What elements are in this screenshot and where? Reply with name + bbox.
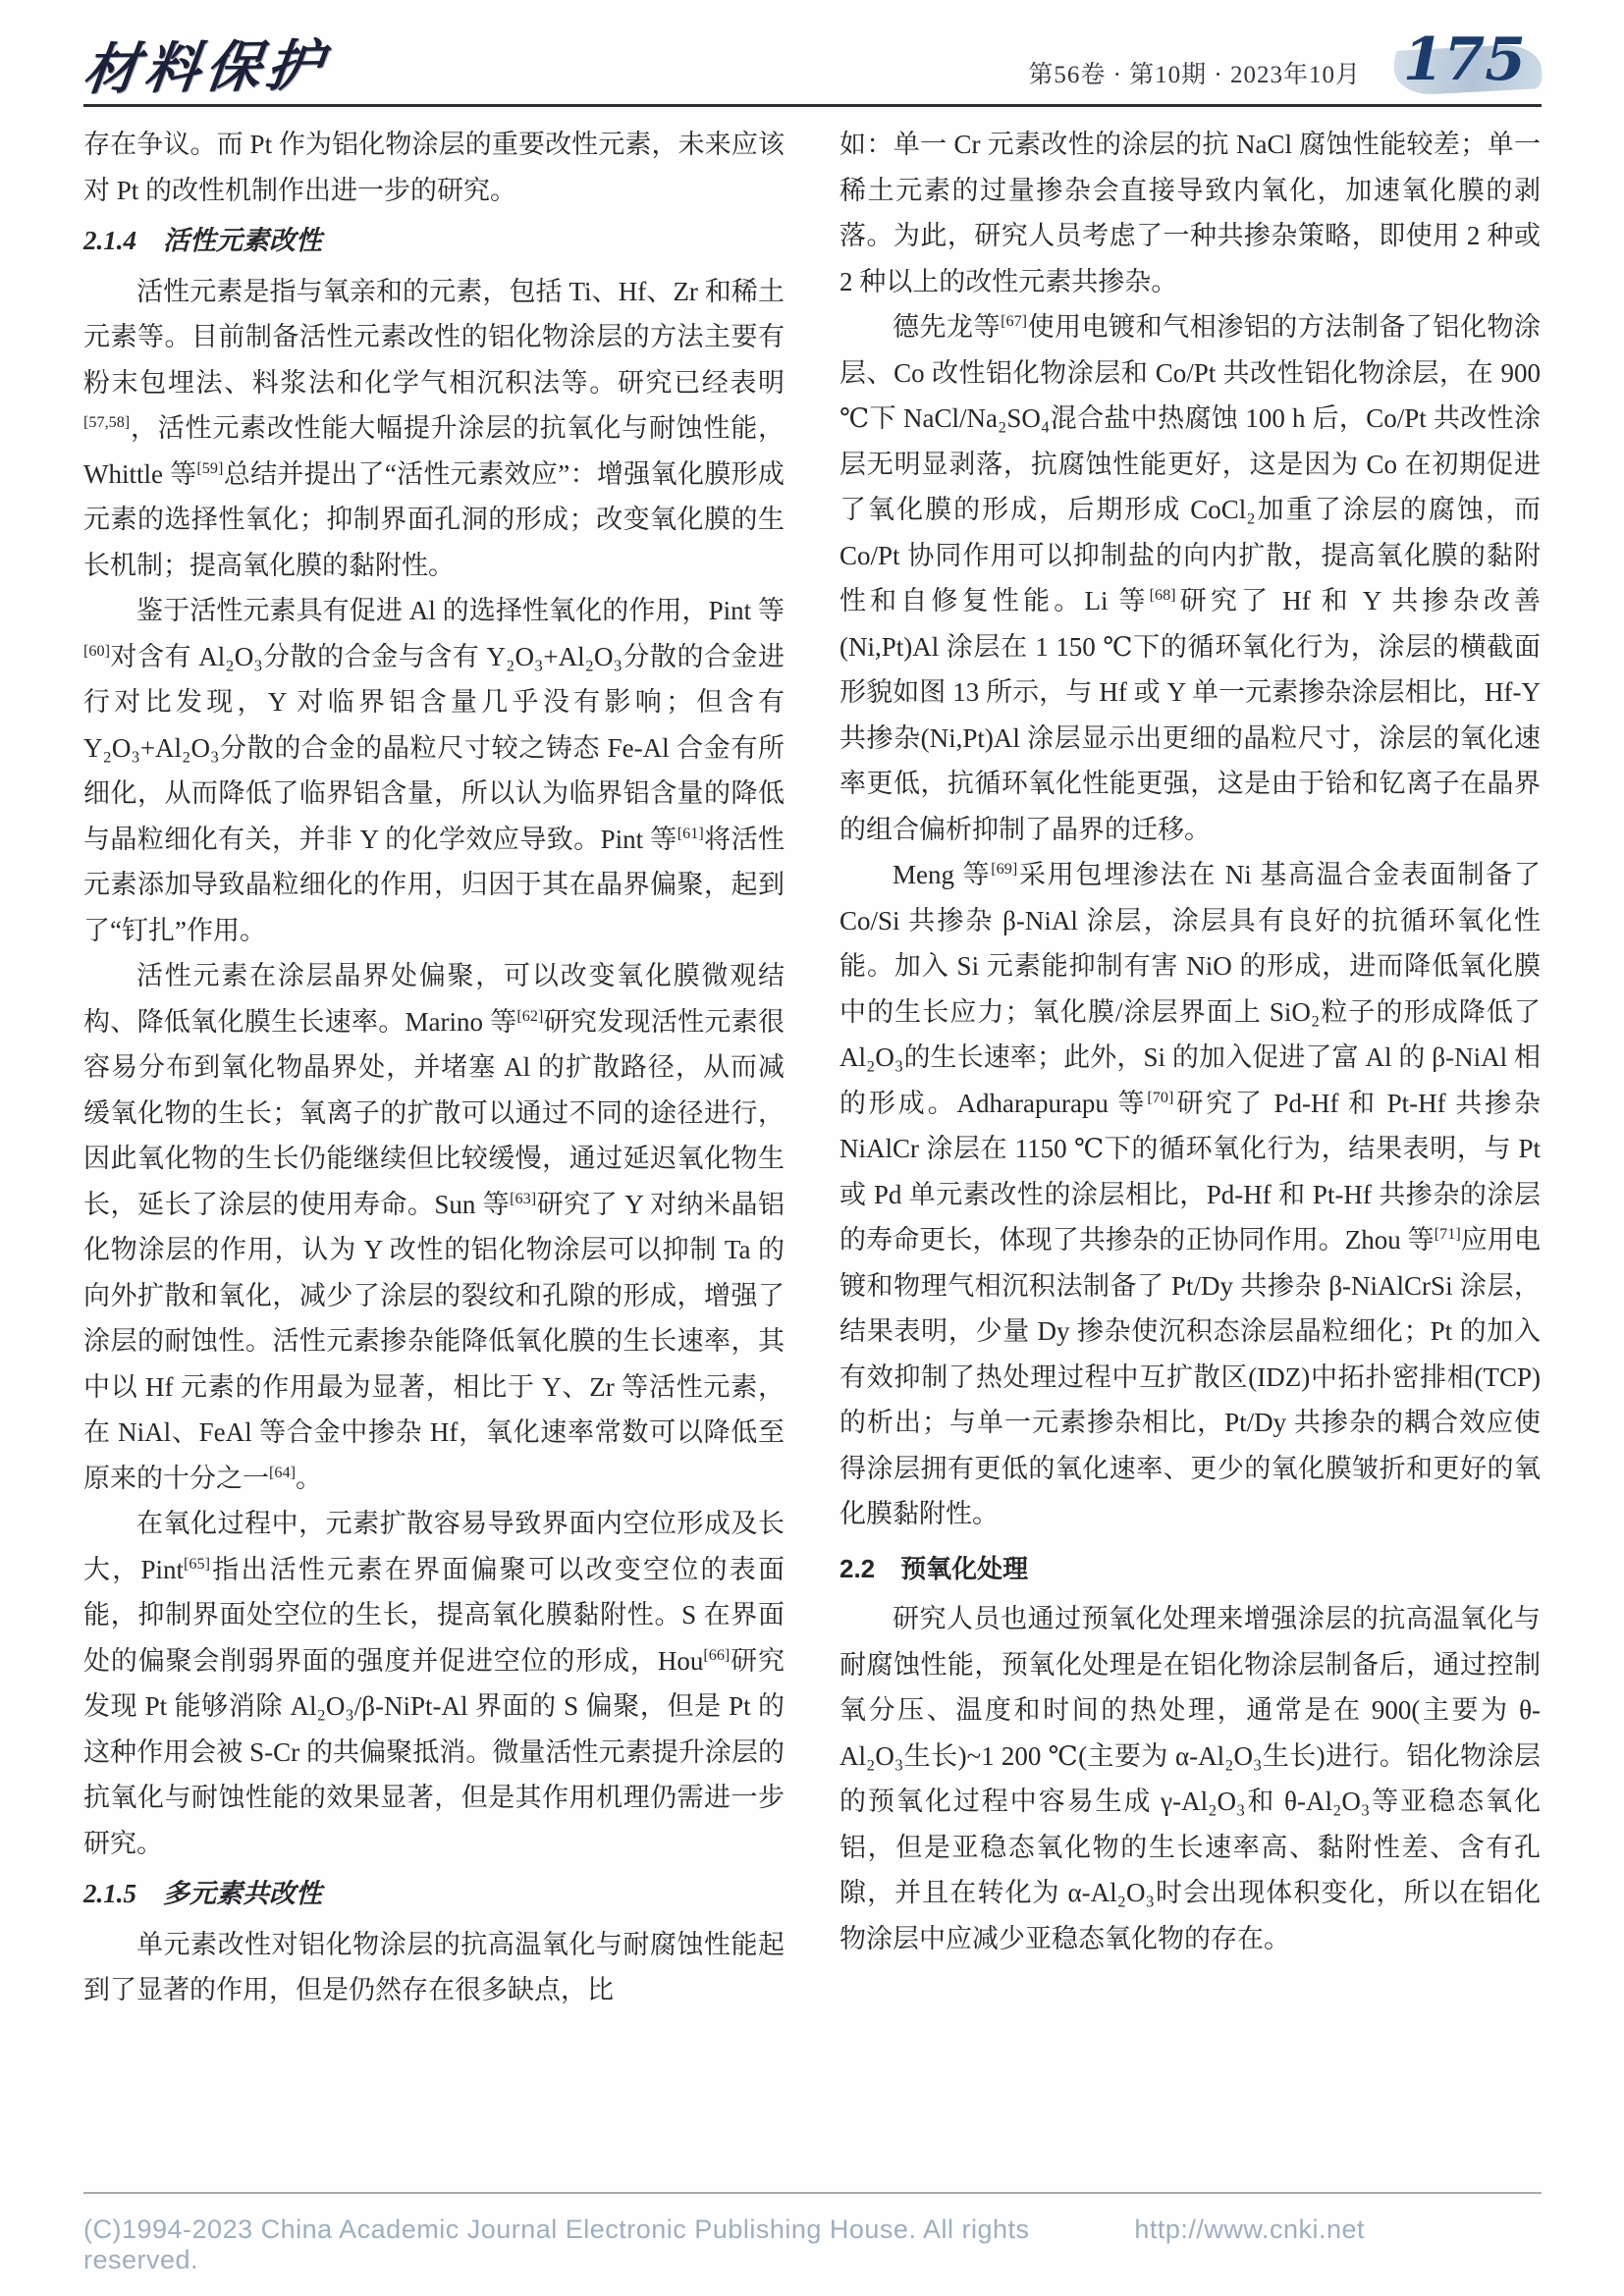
- right-column: [839, 122, 1541, 2013]
- paragraph: 活性元素在涂层晶界处偏聚，可以改变氧化膜微观结构、降低氧化膜生长速率。Marino 等[62]研究发现活性元素很容易分布到氧化物晶界处，并堵塞 Al 的扩散路径，从而减缓氧化物的生长；氧离子的扩散可以通过不同的途径进行，因此氧化物的生长仍能继续但比较缓慢，通过延迟氧化物生长，延长了涂层的使用寿命。Sun 等[63]研究了 Y 对纳米晶铝化物涂层的作用，认为 Y 改性的铝化物涂层可以抑制 Ta 的向外扩散和氧化，减少了涂层的裂纹和孔隙的形成，增强了涂层的耐蚀性。活性元素掺杂能降低氧化膜的生长速率，其中以 Hf 元素的作用最为显著，相比于 Y、Zr 等活性元素，在 NiAl、FeAl 等合金中掺杂 Hf，氧化速率常数可以降低至原来的十分之一[64]。: [83, 961, 785, 1493]
- page-number: [1386, 26, 1542, 102]
- page-number-value: 175: [1402, 26, 1526, 94]
- header-meta: [1028, 26, 1542, 102]
- paragraph: 鉴于活性元素具有促进 Al 的选择性氧化的作用，Pint 等[60]对含有 Al₂O₃分散的合金与含有 Y₂O₃+Al₂O₃分散的合金进行对比发现，Y 对临界铝含量几乎没有影响；但含有 Y₂O₃+Al₂O₃分散的合金的晶粒尺寸较之铸态 Fe-Al 合金有所细化，从而降低了临界铝含量，所以认为临界铝含量的降低与晶粒细化有关，并非 Y 的化学效应导致。Pint 等[61]将活性元素添加导致晶粒细化的作用，归因于其在晶界偏聚，起到了“钉扎”作用。: [83, 596, 785, 945]
- paragraph: 单元素改性对铝化物涂层的抗高温氧化与耐腐蚀性能起到了显著的作用，但是仍然存在很多缺点，比: [83, 1929, 785, 2004]
- section-heading-2-2: 2.2 预氧化处理: [839, 1553, 1029, 1583]
- paragraph: 活性元素是指与氧亲和的元素，包括 Ti、Hf、Zr 和稀土元素等。目前制备活性元素改性的铝化物涂层的方法主要有粉末包埋法、料浆法和化学气相沉积法等。研究已经表明[57,58]，活性元素改性能大幅提升涂层的抗氧化与耐蚀性能，Whittle 等[59]总结并提出了“活性元素效应”：增强氧化膜形成元素的选择性氧化；抑制界面孔洞的形成；改变氧化膜的生长机制；提高氧化膜的黏附性。: [83, 276, 785, 580]
- journal-logo: 材料保护: [80, 35, 332, 102]
- page-footer: [83, 2215, 1542, 2275]
- section-heading-2-1-5: 2.1.5 多元素共改性: [83, 1879, 322, 1908]
- paragraph: 在氧化过程中，元素扩散容易导致界面内空位形成及长大，Pint[65]指出活性元素在界面偏聚可以改变空位的表面能，抑制界面处空位的生长，提高氧化膜黏附性。S 在界面处的偏聚会削弱界面的强度并促进空位的形成，Hou[66]研究发现 Pt 能够消除 Al₂O₃/β-NiPt-Al 界面的 S 偏聚，但是 Pt 的这种作用会被 S-Cr 的共偏聚抵消。微量活性元素提升涂层的抗氧化与耐蚀性能的效果显著，但是其作用机理仍需进一步研究。: [83, 1509, 785, 1858]
- paragraph: 德先龙等[67]使用电镀和气相渗铝的方法制备了铝化物涂层、Co 改性铝化物涂层和 Co/Pt 共改性铝化物涂层，在 900 ℃下 NaCl/Na₂SO₄混合盐中热腐蚀 100 h 后，Co/Pt 共改性涂层无明显剥落，抗腐蚀性能更好，这是因为 Co 在初期促进了氧化膜的形成，后期形成 CoCl₂加重了涂层的腐蚀，而 Co/Pt 协同作用可以抑制盐的向内扩散，提高氧化膜的黏附性和自修复性能。Li 等[68]研究了 Hf 和 Y 共掺杂改善(Ni,Pt)Al 涂层在 1 150 ℃下的循环氧化行为，涂层的横截面形貌如图 13 所示，与 Hf 或 Y 单一元素掺杂涂层相比，Hf-Y 共掺杂(Ni,Pt)Al 涂层显示出更细的晶粒尺寸，涂层的氧化速率更低，抗循环氧化性能更强，这是由于铪和钇离子在晶界的组合偏析抑制了晶界的迁移。: [839, 312, 1542, 844]
- section-heading-2-1-4: 2.1.4 活性元素改性: [83, 226, 322, 255]
- page-header: [80, 26, 1542, 102]
- paragraph: 如：单一 Cr 元素改性的涂层的抗 NaCl 腐蚀性能较差；单一稀土元素的过量掺杂会直接导致内氧化，加速氧化膜的剥落。为此，研究人员考虑了一种共掺杂策略，即使用 2 种或 2 种以上的改性元素共掺杂。: [839, 130, 1541, 296]
- footer-rule: [83, 2192, 1542, 2194]
- paragraph: Meng 等[69]采用包埋渗法在 Ni 基高温合金表面制备了 Co/Si 共掺杂 β-NiAl 涂层，涂层具有良好的抗循环氧化性能。加入 Si 元素能抑制有害 NiO 的形成，进而降低氧化膜中的生长应力；氧化膜/涂层界面上 SiO₂粒子的形成降低了 Al₂O₃的生长速率；此外，Si 的加入促进了富 Al 的 β-NiAl 相的形成。Adharapurapu 等[70]研究了 Pd-Hf 和 Pt-Hf 共掺杂 NiAlCr 涂层在 1150 ℃下的循环氧化行为，结果表明，与 Pt 或 Pd 单元素改性的涂层相比，Pd-Hf 和 Pt-Hf 共掺杂的涂层的寿命更长，体现了共掺杂的正协同作用。Zhou 等[71]应用电镀和物理气相沉积法制备了 Pt/Dy 共掺杂 β-NiAlCrSi 涂层，结果表明，少量 Dy 掺杂使沉积态涂层晶粒细化；Pt 的加入有效抑制了热处理过程中互扩散区(IDZ)中拓扑密排相(TCP)的析出；与单一元素掺杂相比，Pt/Dy 共掺杂的耦合效应使得涂层拥有更低的氧化速率、更少的氧化膜皱折和更好的氧化膜黏附性。: [839, 860, 1542, 1528]
- paragraph: 研究人员也通过预氧化处理来增强涂层的抗高温氧化与耐腐蚀性能，预氧化处理是在铝化物涂层制备后，通过控制氧分压、温度和时间的热处理，通常是在 900(主要为 θ-Al₂O₃生长)~1 200 ℃(主要为 α-Al₂O₃生长)进行。铝化物涂层的预氧化过程中容易生成 γ-Al₂O₃和 θ-Al₂O₃等亚稳态氧化铝，但是亚稳态氧化物的生长速率高、黏附性差、含有孔隙，并且在转化为 α-Al₂O₃时会出现体积变化，所以在铝化物涂层中应减少亚稳态氧化物的存在。: [839, 1604, 1541, 1953]
- header-rule: [83, 104, 1542, 107]
- issue-info: 第56卷 · 第10期 · 2023年10月: [1028, 62, 1361, 88]
- article-body: [83, 122, 1542, 2013]
- copyright-text: (C)1994-2023 China Academic Journal Electronic Publishing House. All rights reserved.: [83, 2215, 1030, 2274]
- cnki-url: http://www.cnki.net: [1134, 2215, 1365, 2244]
- paragraph: 存在争议。而 Pt 作为铝化物涂层的重要改性元素，未来应该对 Pt 的改性机制作出进一步的研究。: [83, 130, 785, 205]
- left-column: [83, 122, 785, 2013]
